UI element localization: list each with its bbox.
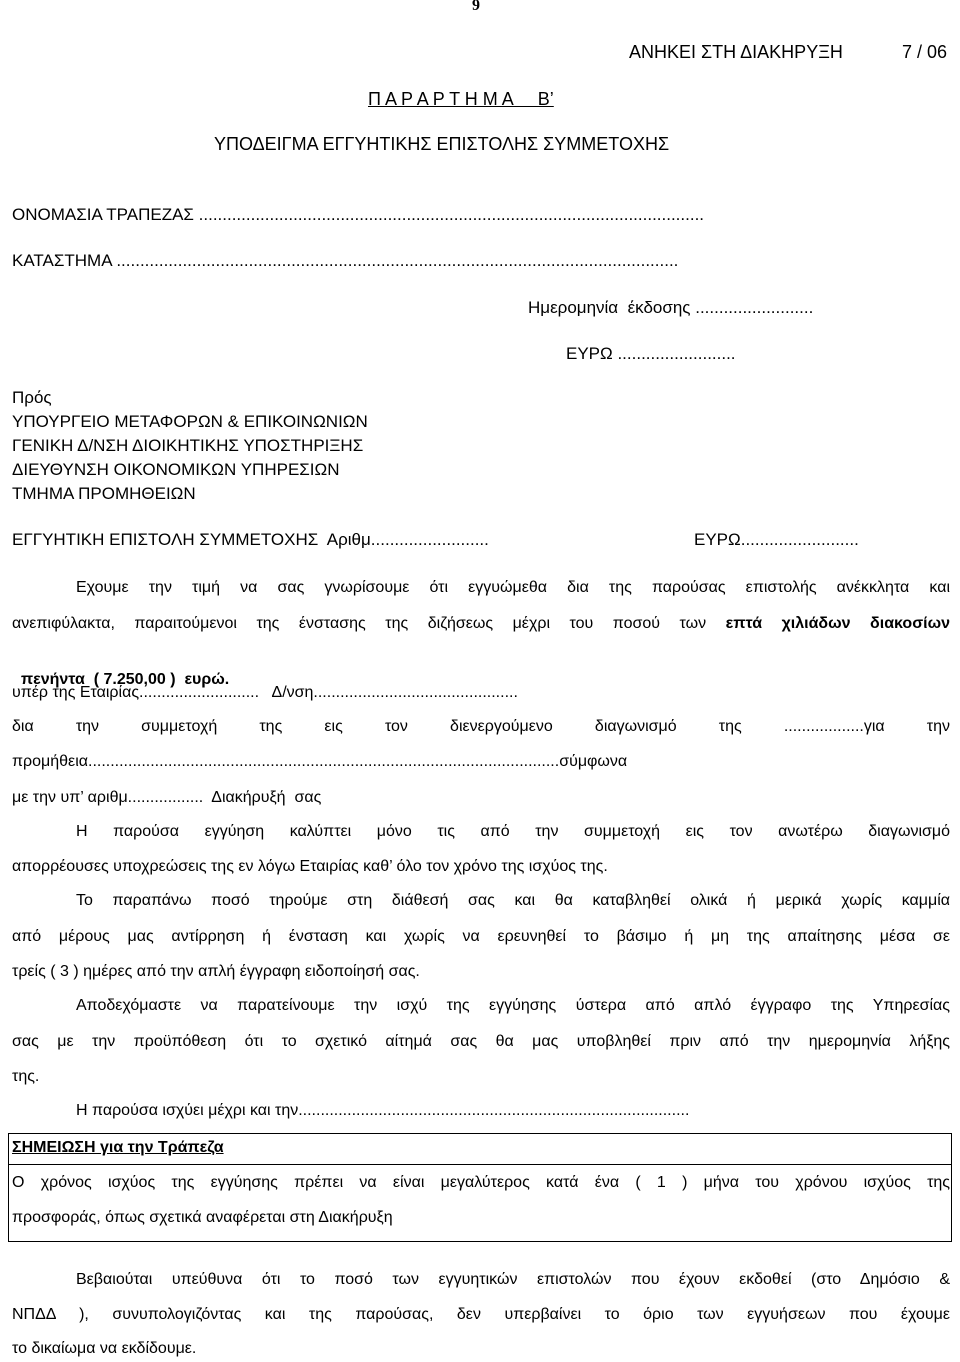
issue-date-field: Ημερομηνία έκδοσης ......................... [528,298,814,317]
body-p3-line3: τρείς ( 3 ) ημέρες από την απλή έγγραφη ειδοποίησή σας. [12,963,420,980]
body-p4-line3: της. [12,1068,40,1085]
body-p2-line1: Η παρούσα εγγύηση καλύπτει μόνο τις από την συμμετοχή εις τον ανωτέρω διαγωνισμό [76,823,950,840]
tender-field: δια την συμμετοχή της εις τον διενεργούμενο διαγωνισμό της ..................για την [12,718,950,735]
note-divider [9,1164,951,1165]
recipient-ministry: ΥΠΟΥΡΓΕΙΟ ΜΕΤΑΦΟΡΩΝ & ΕΠΙΚΟΙΝΩΝΙΩΝ [12,412,368,431]
note-line1: Ο χρόνος ισχύος της εγγύησης πρέπει να είναι μεγαλύτερος κατά ένα ( 1 ) μήνα του χρόνου ισχύος της [12,1174,950,1191]
amount-in-words: επτά χιλιάδων διακοσίων [725,615,951,632]
recipient-directorate: ΓΕΝΙΚΗ Δ/ΝΣΗ ΔΙΟΙΚΗΤΙΚΗΣ ΥΠΟΣΤΗΡΙΞΗΣ [12,436,364,455]
body-p3-line2: από μέρους μας αντίρρηση ή ένσταση και χωρίς να ερευνηθεί το βάσιμο ή μη της απαίτησης μέσα σε [12,928,950,945]
recipient-to: Πρός [12,388,52,407]
footer-line2: ΝΠΔΔ ), συνυπολογιζόντας και της παρούσας, δεν υπερβαίνει το όριο των εγγυήσεων που έχουμε [12,1306,950,1323]
footer-line3: το δικαίωμα να εκδίδουμε. [12,1340,197,1357]
body-p1-line2 [12,614,950,634]
letter-reference: ΕΓΓΥΗΤΙΚΗ ΕΠΙΣΤΟΛΗ ΣΥΜΜΕΤΟΧΗΣ Αριθμ......................... [12,530,489,549]
appendix-title: Π Α Ρ Α Ρ Τ Η Μ Α Β’ [368,89,554,109]
recipient-department: ΤΜΗΜΑ ΠΡΟΜΗΘΕΙΩΝ [12,484,196,503]
footer-line1: Βεβαιούται υπεύθυνα ότι το ποσό των εγγυητικών επιστολών που έχουν εκδοθεί (στο Δημόσιο & [76,1271,950,1288]
declaration-ref-field: με την υπ’ αριθμ................. Διακήρυξή σας [12,789,322,806]
note-title: ΣΗΜΕΙΩΣΗ για την Τράπεζα [12,1139,224,1156]
body-p1-line2-text: ανεπιφύλακτα, παραιτούμενοι της ένστασης της διζήσεως μέχρι του ποσού των [12,615,707,632]
declaration-number: 7 / 06 [902,42,948,62]
body-p2-line2: απορρέουσες υποχρεώσεις της εν λόγω Εταιρίας καθ’ όλο τον χρόνο της ισχύος της. [12,858,608,875]
recipient-division: ΔΙΕΥΘΥΝΣΗ ΟΙΚΟΝΟΜΙΚΩΝ ΥΠΗΡΕΣΙΩΝ [12,460,340,479]
declaration-label: ΑΝΗΚΕΙ ΣΤΗ ΔΙΑΚΗΡΥΞΗ [629,42,843,62]
body-p1-line1: Εχουμε την τιμή να σας γνωρίσουμε ότι εγγυώμεθα δια της παρούσας επιστολής ανέκκλητα και [76,579,950,596]
body-p3-line1: Το παραπάνω ποσό τηρούμε στη διάθεσή σας και θα καταβληθεί ολικά ή μερικά χωρίς καμμία [76,892,950,909]
body-p4-line1: Αποδεχόμαστε να παρατείνουμε την ισχύ της εγγύησης ύστερα από απλό έγγραφο της Υπηρεσίας [76,997,950,1014]
branch-field: ΚΑΤΑΣΤΗΜΑ ....................................................................................................................... [12,251,679,270]
bank-name-field: ΟΝΟΜΑΣΙΑ ΤΡΑΠΕΖΑΣ ........................................................................................................... [12,205,705,224]
euro-amount-field: ΕΥΡΩ ......................... [566,344,736,363]
letter-reference-euro: ΕΥΡΩ......................... [694,530,859,549]
page-number: 9 [472,0,480,14]
procurement-field: προμήθεια..........................................................................................................σύμφωνα [12,753,628,770]
validity-until-field: Η παρούσα ισχύει μέχρι και την........................................................................................ [76,1102,690,1119]
body-p4-line2: σας με την προϋπόθεση ότι το σχετικό αίτημά σας θα μας υποβληθεί πριν από την ημερομηνία λήξης [12,1033,950,1050]
company-field: υπέρ της Εταιρίας........................... Δ/νση.............................................. [12,684,518,701]
note-line2: προσφοράς, όπως σχετικά αναφέρεται στη Διακήρυξη [12,1209,393,1226]
amount-in-words-end: πενήντα ( 7.250,00 ) ευρώ. [20,671,230,688]
document-subtitle: ΥΠΟΔΕΙΓΜΑ ΕΓΓΥΗΤΙΚΗΣ ΕΠΙΣΤΟΛΗΣ ΣΥΜΜΕΤΟΧΗΣ [214,134,670,154]
